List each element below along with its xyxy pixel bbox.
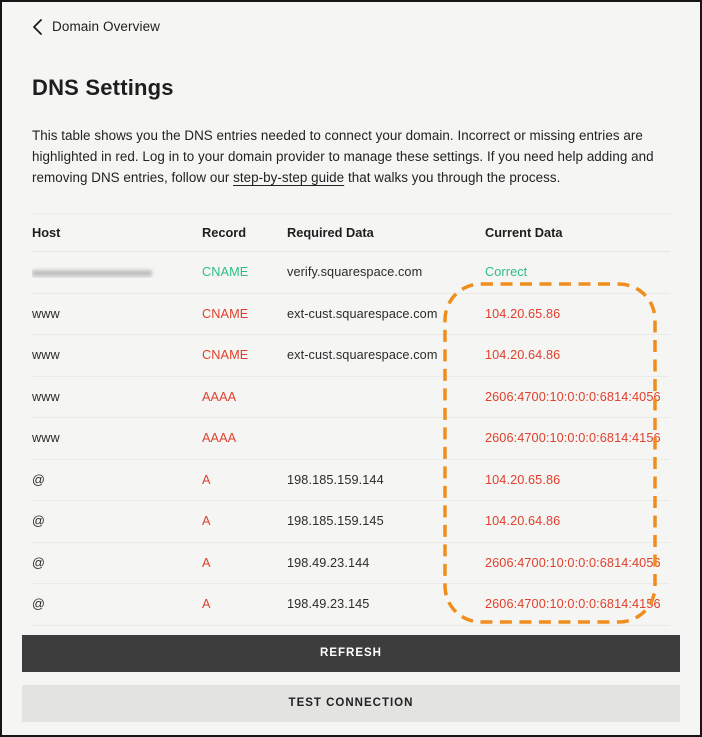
back-label[interactable]: Domain Overview: [52, 18, 161, 34]
dns-table: [32, 213, 670, 626]
host-cell: www: [32, 348, 60, 363]
current-data-cell: Correct: [485, 265, 528, 280]
column-header-required-data: Required Data: [287, 225, 374, 240]
host-cell: @: [32, 472, 45, 487]
table-header-row: [32, 214, 670, 252]
required-data-cell: 198.49.23.144: [287, 555, 370, 570]
host-cell: [32, 267, 202, 278]
record-cell: A: [202, 597, 211, 612]
required-data-cell: ext-cust.squarespace.com: [287, 348, 438, 363]
host-cell: www: [32, 306, 60, 321]
table-row: [32, 294, 670, 336]
current-data-cell: 104.20.65.86: [485, 472, 561, 487]
column-header-current-data: Current Data: [485, 225, 563, 240]
back-navigation[interactable]: [2, 2, 700, 35]
chevron-left-icon: [32, 19, 43, 35]
current-data-cell: 104.20.64.86: [485, 348, 561, 363]
current-data-cell: 2606:4700:10:0:0:0:6814:4056: [485, 389, 661, 404]
table-row: [32, 418, 670, 460]
current-data-cell: 2606:4700:10:0:0:0:6814:4056: [485, 555, 661, 570]
host-cell: @: [32, 555, 45, 570]
host-cell: @: [32, 514, 45, 529]
record-cell: AAAA: [202, 431, 237, 446]
intro-text: [32, 125, 670, 188]
record-cell: CNAME: [202, 306, 249, 321]
current-data-cell: 104.20.65.86: [485, 306, 561, 321]
table-row: [32, 252, 670, 294]
test-connection-button[interactable]: TEST CONNECTION: [22, 685, 680, 722]
redacted-host: [32, 269, 152, 278]
record-cell: CNAME: [202, 265, 249, 280]
table-row: [32, 501, 670, 543]
required-data-cell: verify.squarespace.com: [287, 265, 423, 280]
table-row: [32, 543, 670, 585]
record-cell: A: [202, 472, 211, 487]
host-cell: www: [32, 389, 60, 404]
intro-text-after: that walks you through the process.: [344, 170, 561, 185]
current-data-cell: 104.20.64.86: [485, 514, 561, 529]
record-cell: A: [202, 514, 211, 529]
dns-table-body: [32, 252, 670, 626]
step-by-step-guide-link[interactable]: step-by-step guide: [233, 170, 345, 185]
table-row: [32, 584, 670, 626]
column-header-record: Record: [202, 225, 247, 240]
required-data-cell: ext-cust.squarespace.com: [287, 306, 438, 321]
host-cell: www: [32, 431, 60, 446]
column-header-host: Host: [32, 225, 61, 240]
intro-text-before: This table shows you the DNS entries needed to connect your domain. Incorrect or missing entries are highlighted in red. Log in to your domain provider to manage these settings. If you need help adding and removing DNS entries, follow our: [32, 128, 654, 185]
table-row: [32, 377, 670, 419]
record-cell: CNAME: [202, 348, 249, 363]
table-row: [32, 335, 670, 377]
record-cell: AAAA: [202, 389, 237, 404]
table-row: [32, 460, 670, 502]
required-data-cell: 198.185.159.145: [287, 514, 384, 529]
refresh-button[interactable]: REFRESH: [22, 635, 680, 672]
current-data-cell: 2606:4700:10:0:0:0:6814:4156: [485, 431, 661, 446]
required-data-cell: 198.185.159.144: [287, 472, 384, 487]
host-cell: @: [32, 597, 45, 612]
current-data-cell: 2606:4700:10:0:0:0:6814:4156: [485, 597, 661, 612]
required-data-cell: 198.49.23.145: [287, 597, 370, 612]
page-title: DNS Settings: [32, 75, 174, 100]
record-cell: A: [202, 555, 211, 570]
